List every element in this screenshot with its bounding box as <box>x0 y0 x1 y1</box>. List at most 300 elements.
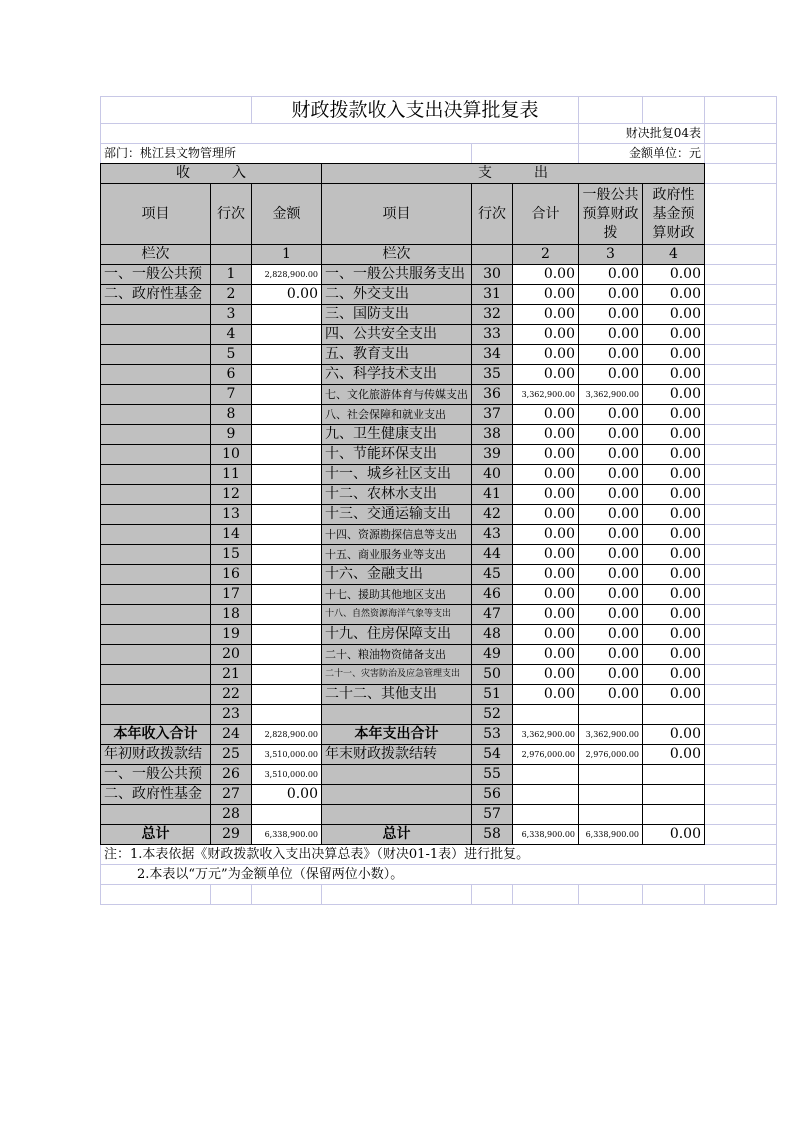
expense-total: 0.00 <box>513 565 579 585</box>
expense-gov-fund: 0.00 <box>643 285 705 305</box>
expense-general-budget: 0.00 <box>579 585 643 605</box>
income-item <box>101 605 211 625</box>
table-row <box>101 825 777 845</box>
expense-gov-fund: 0.00 <box>643 365 705 385</box>
expense-item: 总计 <box>322 825 472 845</box>
blank-cell <box>322 885 472 905</box>
expense-general-budget: 0.00 <box>579 645 643 665</box>
blank-cell <box>211 245 252 265</box>
expense-item: 二十、粮油物资储备支出 <box>322 645 472 665</box>
table-row <box>101 385 777 405</box>
expense-total: 0.00 <box>513 525 579 545</box>
expense-general-budget: 3,362,900.00 <box>579 725 643 745</box>
income-item <box>101 405 211 425</box>
expense-item <box>322 765 472 785</box>
income-amount <box>252 305 322 325</box>
blank-cell <box>705 265 777 285</box>
expense-total: 0.00 <box>513 465 579 485</box>
col-3: 3 <box>579 245 643 265</box>
expense-item <box>322 805 472 825</box>
income-item <box>101 445 211 465</box>
income-item <box>101 665 211 685</box>
expense-gov-fund: 0.00 <box>643 545 705 565</box>
table-row <box>101 325 777 345</box>
item-header: 项目 <box>101 184 211 245</box>
income-item <box>101 545 211 565</box>
expense-gov-fund: 0.00 <box>643 645 705 665</box>
blank-cell <box>705 685 777 705</box>
expense-general-budget: 0.00 <box>579 365 643 385</box>
blank-cell <box>705 585 777 605</box>
table-row <box>101 405 777 425</box>
expense-total <box>513 765 579 785</box>
income-amount <box>252 805 322 825</box>
expense-total: 0.00 <box>513 285 579 305</box>
expense-general-budget <box>579 765 643 785</box>
expense-line-no: 32 <box>472 305 513 325</box>
expense-total: 0.00 <box>513 685 579 705</box>
table-row <box>101 345 777 365</box>
income-line-no: 3 <box>211 305 252 325</box>
expense-general-budget: 0.00 <box>579 565 643 585</box>
expense-item: 本年支出合计 <box>322 725 472 745</box>
expense-gov-fund: 0.00 <box>643 685 705 705</box>
blank-cell <box>705 885 777 905</box>
income-line-no: 9 <box>211 425 252 445</box>
income-item: 一、一般公共预 <box>101 765 211 785</box>
expense-header: 支 出 <box>322 164 705 184</box>
expense-gov-fund: 0.00 <box>643 345 705 365</box>
income-line-no: 10 <box>211 445 252 465</box>
expense-total <box>513 805 579 825</box>
blank-cell <box>705 765 777 785</box>
expense-gov-fund: 0.00 <box>643 585 705 605</box>
expense-total: 0.00 <box>513 325 579 345</box>
expense-general-budget: 0.00 <box>579 265 643 285</box>
blank-cell <box>705 305 777 325</box>
expense-total: 0.00 <box>513 605 579 625</box>
income-amount <box>252 485 322 505</box>
expense-item: 十九、住房保障支出 <box>322 625 472 645</box>
expense-general-budget: 0.00 <box>579 505 643 525</box>
expense-line-no: 48 <box>472 625 513 645</box>
expense-line-no: 38 <box>472 425 513 445</box>
expense-total: 0.00 <box>513 405 579 425</box>
budget-table <box>100 96 777 905</box>
expense-line-no: 47 <box>472 605 513 625</box>
expense-gov-fund: 0.00 <box>643 465 705 485</box>
expense-gov-fund: 0.00 <box>643 565 705 585</box>
expense-gov-fund: 0.00 <box>643 425 705 445</box>
blank-cell <box>472 144 579 164</box>
expense-general-budget: 0.00 <box>579 485 643 505</box>
note-line-1: 注：1.本表依据《财政拨款收入支出决算总表》（财决01-1表）进行批复。 <box>101 845 777 865</box>
income-line-no: 6 <box>211 365 252 385</box>
col-label: 栏次 <box>101 245 211 265</box>
expense-general-budget: 0.00 <box>579 465 643 485</box>
expense-gov-fund: 0.00 <box>643 525 705 545</box>
expense-general-budget: 0.00 <box>579 665 643 685</box>
expense-gov-fund <box>643 765 705 785</box>
income-line-no: 29 <box>211 825 252 845</box>
table-row <box>101 705 777 725</box>
expense-line-no: 49 <box>472 645 513 665</box>
expense-general-budget: 0.00 <box>579 605 643 625</box>
table-row <box>101 485 777 505</box>
income-amount: 0.00 <box>252 285 322 305</box>
income-line-no: 20 <box>211 645 252 665</box>
blank-cell <box>705 97 777 124</box>
blank-cell <box>705 705 777 725</box>
expense-general-budget: 0.00 <box>579 305 643 325</box>
blank-cell <box>705 124 777 144</box>
table-row <box>101 365 777 385</box>
blank-cell <box>705 325 777 345</box>
expense-total: 0.00 <box>513 545 579 565</box>
note-line-2: 2.本表以“万元”为金额单位（保留两位小数）。 <box>101 865 777 885</box>
blank-cell <box>705 164 777 184</box>
expense-general-budget: 0.00 <box>579 525 643 545</box>
income-amount: 3,510,000.00 <box>252 745 322 765</box>
expense-gov-fund <box>643 705 705 725</box>
expense-line-no: 45 <box>472 565 513 585</box>
blank-cell <box>705 184 777 245</box>
expense-gov-fund: 0.00 <box>643 625 705 645</box>
blank-cell <box>472 245 513 265</box>
blank-cell <box>705 625 777 645</box>
unit-label: 金额单位：元 <box>579 144 705 164</box>
expense-total: 0.00 <box>513 265 579 285</box>
expense-item: 四、公共安全支出 <box>322 325 472 345</box>
blank-cell <box>705 545 777 565</box>
income-amount: 2,828,900.00 <box>252 265 322 285</box>
expense-total: 0.00 <box>513 505 579 525</box>
income-item: 总计 <box>101 825 211 845</box>
expense-item: 十四、资源勘探信息等支出 <box>322 525 472 545</box>
income-amount <box>252 665 322 685</box>
blank-cell <box>705 365 777 385</box>
general-budget-header: 一般公共预算财政拨 <box>579 184 643 245</box>
income-amount <box>252 625 322 645</box>
income-line-no: 2 <box>211 285 252 305</box>
income-amount <box>252 345 322 365</box>
income-line-no: 25 <box>211 745 252 765</box>
income-amount <box>252 545 322 565</box>
income-item <box>101 365 211 385</box>
expense-line-no: 46 <box>472 585 513 605</box>
blank-cell <box>705 665 777 685</box>
income-item <box>101 645 211 665</box>
income-item <box>101 525 211 545</box>
income-amount <box>252 605 322 625</box>
table-row <box>101 505 777 525</box>
expense-total: 0.00 <box>513 305 579 325</box>
table-row <box>101 665 777 685</box>
table-row <box>101 565 777 585</box>
expense-item: 二十二、其他支出 <box>322 685 472 705</box>
department-label: 部门：桃江县文物管理所 <box>101 144 472 164</box>
income-line-no: 26 <box>211 765 252 785</box>
income-amount <box>252 705 322 725</box>
income-item: 二、政府性基金 <box>101 785 211 805</box>
expense-item: 九、卫生健康支出 <box>322 425 472 445</box>
income-amount <box>252 585 322 605</box>
expense-general-budget: 6,338,900.00 <box>579 825 643 845</box>
expense-gov-fund: 0.00 <box>643 305 705 325</box>
expense-item: 年末财政拨款结转 <box>322 745 472 765</box>
line-no-header: 行次 <box>211 184 252 245</box>
income-line-no: 14 <box>211 525 252 545</box>
income-amount: 6,338,900.00 <box>252 825 322 845</box>
expense-item: 十六、金融支出 <box>322 565 472 585</box>
expense-line-no: 37 <box>472 405 513 425</box>
expense-line-no: 41 <box>472 485 513 505</box>
blank-cell <box>705 805 777 825</box>
income-amount <box>252 325 322 345</box>
expense-gov-fund: 0.00 <box>643 265 705 285</box>
gov-fund-header: 政府性基金预算财政 <box>643 184 705 245</box>
income-item <box>101 585 211 605</box>
blank-cell <box>705 505 777 525</box>
expense-line-no: 42 <box>472 505 513 525</box>
expense-item <box>322 785 472 805</box>
income-amount <box>252 445 322 465</box>
income-line-no: 19 <box>211 625 252 645</box>
col-2: 2 <box>513 245 579 265</box>
table-row <box>101 785 777 805</box>
income-item <box>101 565 211 585</box>
income-item <box>101 705 211 725</box>
income-amount <box>252 425 322 445</box>
expense-gov-fund: 0.00 <box>643 385 705 405</box>
blank-cell <box>705 345 777 365</box>
income-amount <box>252 385 322 405</box>
income-item: 一、一般公共预 <box>101 265 211 285</box>
expense-line-no: 31 <box>472 285 513 305</box>
income-amount <box>252 645 322 665</box>
income-item <box>101 385 211 405</box>
expense-gov-fund: 0.00 <box>643 725 705 745</box>
income-item <box>101 425 211 445</box>
expense-total: 3,362,900.00 <box>513 385 579 405</box>
expense-gov-fund: 0.00 <box>643 325 705 345</box>
blank-cell <box>579 97 643 124</box>
income-line-no: 18 <box>211 605 252 625</box>
expense-total: 0.00 <box>513 585 579 605</box>
expense-total: 6,338,900.00 <box>513 825 579 845</box>
expense-item: 十五、商业服务业等支出 <box>322 545 472 565</box>
blank-cell <box>705 405 777 425</box>
expense-item-header: 项目 <box>322 184 472 245</box>
table-row <box>101 265 777 285</box>
income-amount: 0.00 <box>252 785 322 805</box>
expense-general-budget: 0.00 <box>579 345 643 365</box>
income-item <box>101 625 211 645</box>
income-line-no: 5 <box>211 345 252 365</box>
expense-line-no: 51 <box>472 685 513 705</box>
income-amount <box>252 505 322 525</box>
expense-general-budget <box>579 785 643 805</box>
blank-cell <box>705 465 777 485</box>
blank-cell <box>705 645 777 665</box>
expense-total: 2,976,000.00 <box>513 745 579 765</box>
expense-item: 二、外交支出 <box>322 285 472 305</box>
blank-cell <box>705 605 777 625</box>
expense-general-budget: 2,976,000.00 <box>579 745 643 765</box>
income-line-no: 28 <box>211 805 252 825</box>
expense-line-no: 52 <box>472 705 513 725</box>
blank-cell <box>705 144 777 164</box>
expense-total: 0.00 <box>513 665 579 685</box>
expense-gov-fund: 0.00 <box>643 445 705 465</box>
expense-line-no: 50 <box>472 665 513 685</box>
expense-line-no: 35 <box>472 365 513 385</box>
income-line-no: 13 <box>211 505 252 525</box>
income-item <box>101 325 211 345</box>
expense-item: 十、节能环保支出 <box>322 445 472 465</box>
expense-gov-fund: 0.00 <box>643 505 705 525</box>
expense-general-budget: 0.00 <box>579 425 643 445</box>
income-item: 年初财政拨款结 <box>101 745 211 765</box>
table-row <box>101 685 777 705</box>
expense-item: 十七、援助其他地区支出 <box>322 585 472 605</box>
report-sheet <box>100 96 777 905</box>
expense-gov-fund: 0.00 <box>643 745 705 765</box>
expense-line-no: 34 <box>472 345 513 365</box>
expense-line-no: 39 <box>472 445 513 465</box>
income-item <box>101 505 211 525</box>
expense-general-budget: 0.00 <box>579 545 643 565</box>
expense-line-no: 54 <box>472 745 513 765</box>
expense-item: 一、一般公共服务支出 <box>322 265 472 285</box>
income-amount <box>252 685 322 705</box>
expense-item: 十一、城乡社区支出 <box>322 465 472 485</box>
expense-line-no: 58 <box>472 825 513 845</box>
income-item <box>101 465 211 485</box>
income-line-no: 16 <box>211 565 252 585</box>
expense-total: 0.00 <box>513 425 579 445</box>
expense-total <box>513 705 579 725</box>
income-item <box>101 485 211 505</box>
expense-item: 七、文化旅游体育与传媒支出 <box>322 385 472 405</box>
expense-total: 0.00 <box>513 625 579 645</box>
expense-total <box>513 785 579 805</box>
expense-item: 十二、农林水支出 <box>322 485 472 505</box>
income-line-no: 21 <box>211 665 252 685</box>
expense-line-no: 55 <box>472 765 513 785</box>
expense-item: 六、科学技术支出 <box>322 365 472 385</box>
income-line-no: 15 <box>211 545 252 565</box>
expense-item <box>322 705 472 725</box>
income-amount <box>252 525 322 545</box>
income-line-no: 22 <box>211 685 252 705</box>
blank-cell <box>643 97 705 124</box>
expense-total: 0.00 <box>513 645 579 665</box>
expense-item: 五、教育支出 <box>322 345 472 365</box>
table-row <box>101 465 777 485</box>
income-line-no: 1 <box>211 265 252 285</box>
expense-line-no: 44 <box>472 545 513 565</box>
expense-total: 0.00 <box>513 485 579 505</box>
expense-gov-fund: 0.00 <box>643 825 705 845</box>
expense-item: 十八、自然资源海洋气象等支出 <box>322 605 472 625</box>
expense-general-budget <box>579 805 643 825</box>
income-item <box>101 685 211 705</box>
blank-cell <box>705 525 777 545</box>
expense-line-no: 30 <box>472 265 513 285</box>
table-row <box>101 305 777 325</box>
income-line-no: 7 <box>211 385 252 405</box>
table-row <box>101 605 777 625</box>
income-line-no: 4 <box>211 325 252 345</box>
expense-gov-fund <box>643 805 705 825</box>
table-row <box>101 525 777 545</box>
blank-cell <box>513 885 579 905</box>
expense-line-no: 40 <box>472 465 513 485</box>
income-item: 二、政府性基金 <box>101 285 211 305</box>
expense-total: 0.00 <box>513 365 579 385</box>
blank-cell <box>705 245 777 265</box>
expense-line-no: 43 <box>472 525 513 545</box>
blank-cell <box>705 485 777 505</box>
col-1: 1 <box>252 245 322 265</box>
income-amount <box>252 365 322 385</box>
income-line-no: 27 <box>211 785 252 805</box>
blank-cell <box>472 885 513 905</box>
income-amount <box>252 465 322 485</box>
table-row <box>101 625 777 645</box>
table-row <box>101 805 777 825</box>
income-line-no: 12 <box>211 485 252 505</box>
blank-cell <box>101 97 252 124</box>
expense-line-no-header: 行次 <box>472 184 513 245</box>
expense-gov-fund: 0.00 <box>643 665 705 685</box>
expense-general-budget: 0.00 <box>579 405 643 425</box>
table-row <box>101 725 777 745</box>
table-row <box>101 765 777 785</box>
expense-total: 3,362,900.00 <box>513 725 579 745</box>
col-4: 4 <box>643 245 705 265</box>
expense-gov-fund: 0.00 <box>643 605 705 625</box>
income-amount <box>252 405 322 425</box>
blank-cell <box>705 725 777 745</box>
blank-cell <box>705 445 777 465</box>
table-row <box>101 445 777 465</box>
expense-general-budget: 0.00 <box>579 285 643 305</box>
expense-gov-fund <box>643 785 705 805</box>
expense-line-no: 57 <box>472 805 513 825</box>
col-label-2: 栏次 <box>322 245 472 265</box>
page-title: 财政拨款收入支出决算批复表 <box>252 97 579 124</box>
amount-header: 金额 <box>252 184 322 245</box>
table-row <box>101 745 777 765</box>
income-item <box>101 345 211 365</box>
expense-line-no: 33 <box>472 325 513 345</box>
expense-general-budget: 0.00 <box>579 625 643 645</box>
income-line-no: 8 <box>211 405 252 425</box>
blank-cell <box>705 745 777 765</box>
blank-cell <box>643 885 705 905</box>
total-header: 合计 <box>513 184 579 245</box>
expense-line-no: 56 <box>472 785 513 805</box>
table-row <box>101 425 777 445</box>
blank-cell <box>211 885 252 905</box>
income-amount: 3,510,000.00 <box>252 765 322 785</box>
expense-item: 三、国防支出 <box>322 305 472 325</box>
table-row <box>101 645 777 665</box>
expense-general-budget: 0.00 <box>579 325 643 345</box>
blank-cell <box>101 124 579 144</box>
